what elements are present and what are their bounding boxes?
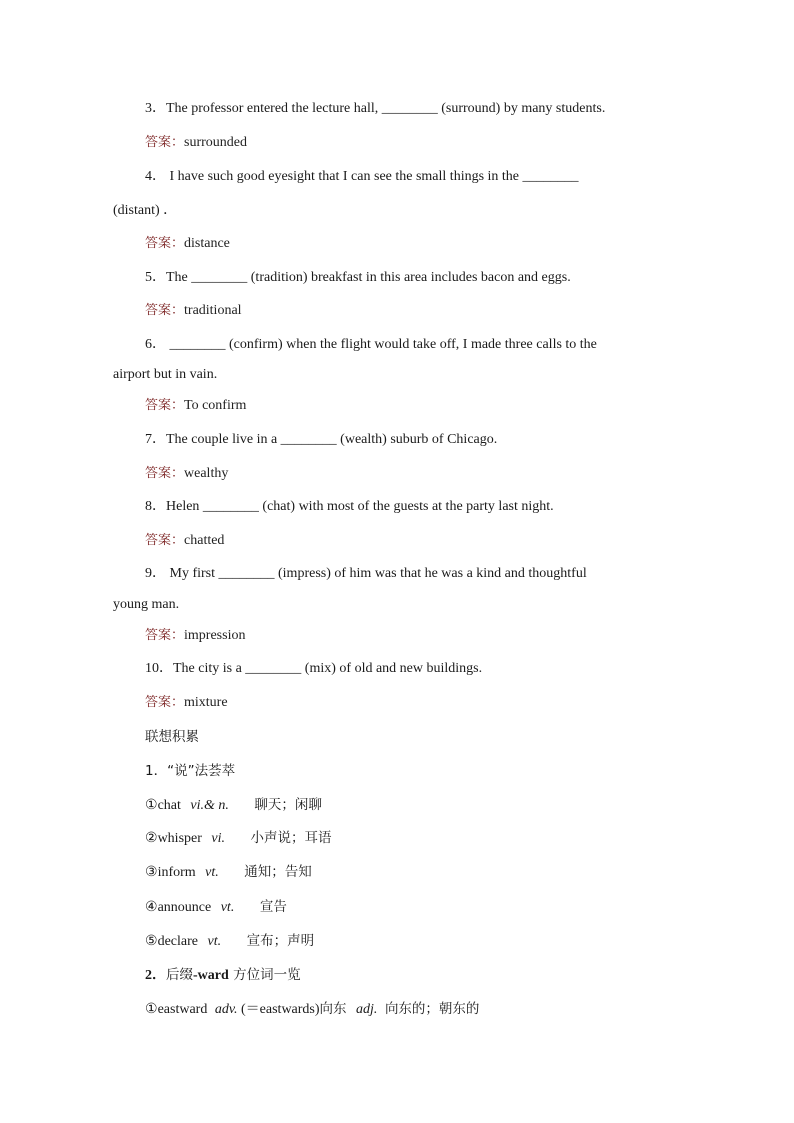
question-9-line-2: young man.: [113, 597, 180, 612]
question-9-line-1: 9． My first ________ (impress) of him was that he was a kind and thoughtful: [145, 566, 587, 581]
vocab-item: [145, 898, 287, 917]
item-meaning: 小声说；耳语: [250, 830, 332, 846]
group-2-title: [145, 966, 301, 985]
section-title: 联想积累: [145, 729, 199, 745]
vocab-item: [145, 796, 322, 815]
question-3: 3．The professor entered the lecture hall, ________ (surround) by many students.: [145, 101, 606, 116]
item-meaning: 向东: [319, 1001, 347, 1017]
group-2-prefix: 后缀: [166, 967, 193, 983]
vocab-item: [145, 1000, 479, 1019]
question-5: 5．The ________ (tradition) breakfast in this area includes bacon and eggs.: [145, 270, 571, 285]
group-2-number: 2．: [145, 968, 166, 983]
item-pos: vi.: [211, 831, 225, 846]
group-2-suffix: -ward: [193, 968, 229, 983]
item-word: chat: [157, 798, 181, 813]
group-2-rest: 方位词一览: [228, 967, 301, 983]
answer-7: [145, 465, 228, 483]
item-pos: vi.& n.: [190, 798, 229, 813]
question-8: 8．Helen ________ (chat) with most of the guests at the party last night.: [145, 499, 554, 514]
answer-value: wealthy: [184, 466, 229, 481]
question-4-line-1: 4． I have such good eyesight that I can see the small things in the ________: [145, 169, 579, 184]
vocab-item: [145, 829, 332, 848]
item-number: ⑤: [145, 934, 158, 949]
answer-5: [145, 302, 242, 320]
item-pos: vt.: [205, 865, 219, 880]
question-7: 7．The couple live in a ________ (wealth) suburb of Chicago.: [145, 432, 498, 447]
item-number: ②: [145, 831, 158, 846]
answer-label: 答案：: [145, 533, 185, 548]
answer-label: 答案：: [145, 236, 185, 251]
answer-value: To confirm: [184, 398, 247, 413]
item-number: ③: [145, 865, 158, 880]
item-pos: vt.: [207, 934, 222, 949]
answer-8: [145, 532, 224, 550]
item-meaning: 聊天；闲聊: [254, 797, 322, 813]
item-pos-2: adj.: [356, 1002, 378, 1017]
vocab-item: [145, 932, 314, 951]
answer-6: [145, 397, 246, 415]
item-meaning-2: 向东的；朝东的: [384, 1001, 480, 1017]
answer-3: [145, 134, 247, 152]
group-1-title: 1．“说”法荟萃: [145, 763, 236, 779]
item-word: eastward: [157, 1002, 208, 1017]
answer-label: 答案：: [145, 466, 185, 481]
answer-9: [145, 627, 245, 645]
answer-value: distance: [184, 236, 230, 251]
answer-value: mixture: [184, 695, 228, 710]
question-6-line-2: airport but in vain.: [113, 367, 218, 382]
item-word: whisper: [157, 831, 202, 846]
answer-label: 答案：: [145, 628, 185, 643]
answer-value: impression: [184, 628, 246, 643]
answer-label: 答案：: [145, 303, 185, 318]
item-number: ①: [145, 798, 158, 813]
answer-10: [145, 694, 228, 712]
item-word: declare: [157, 934, 198, 949]
item-word: announce: [157, 900, 212, 915]
item-pos: vt.: [220, 900, 235, 915]
question-6-line-1: 6． ________ (confirm) when the flight would take off, I made three calls to the: [145, 337, 597, 352]
answer-label: 答案：: [145, 398, 185, 413]
item-word: inform: [157, 865, 196, 880]
question-4-line-2: (distant) ．: [113, 203, 178, 218]
item-meaning: 通知；告知: [244, 864, 312, 880]
answer-value: traditional: [184, 303, 242, 318]
answer-value: surrounded: [184, 135, 248, 150]
item-meaning: 宣布；声明: [246, 933, 315, 949]
answer-label: 答案：: [145, 695, 185, 710]
item-number: ④: [145, 900, 158, 915]
item-alt-form: (＝eastwards): [241, 1002, 320, 1017]
item-number: ①: [145, 1002, 158, 1017]
item-meaning: 宣告: [259, 899, 287, 915]
answer-label: 答案：: [145, 135, 185, 150]
answer-4: [145, 235, 230, 253]
item-pos: adv.: [214, 1002, 238, 1017]
question-10: 10．The city is a ________ (mix) of old and new buildings.: [145, 661, 483, 676]
answer-value: chatted: [184, 533, 225, 548]
vocab-item: [145, 863, 312, 882]
